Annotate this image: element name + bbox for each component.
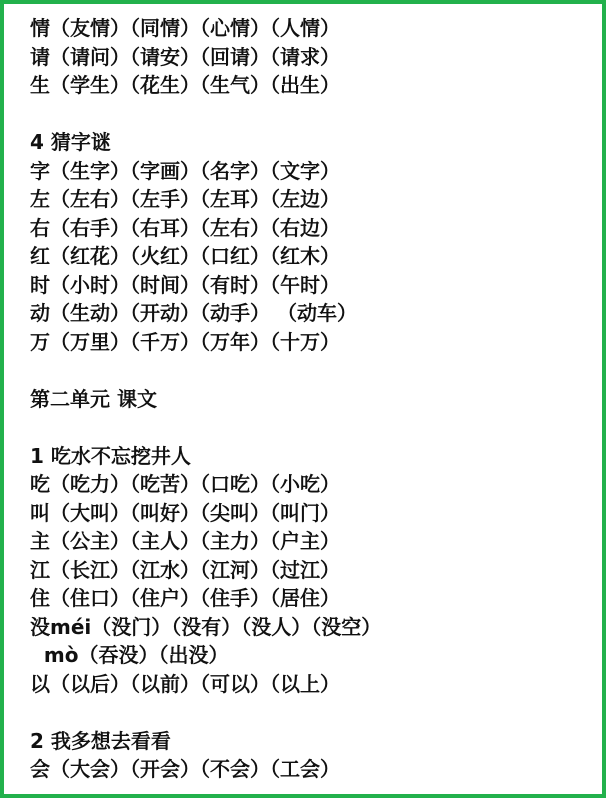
vocab-line: 叫（大叫）（叫好）（尖叫）（叫门） [30, 500, 340, 525]
vocab-line: 住（住口）（住户）（住手）（居住） [30, 586, 340, 610]
vocabulary-list [30, 14, 594, 784]
section-heading: 4 猜字谜 [30, 130, 111, 154]
unit-heading: 第二单元 课文 [30, 386, 157, 411]
vocab-line: 以（以后）（以前）（可以）（以上） [30, 671, 340, 696]
blank-line [30, 413, 594, 442]
vocab-line: mò（吞没）（出没） [30, 643, 229, 667]
vocab-line: 主（公主）（主人）（主力）（户主） [30, 529, 340, 553]
vocab-line: 请（请问）（请安）（回请）（请求） [30, 44, 340, 69]
vocab-line: 左（左右）（左手）（左耳）（左边） [30, 187, 340, 211]
vocab-line: 吃（吃力）（吃苦）（口吃）（小吃） [30, 472, 340, 496]
section-heading: 1 吃水不忘挖井人 [30, 443, 191, 468]
vocab-line: 字（生字）（字画）（名字）（文字） [30, 158, 340, 183]
vocab-line: 情（友情）（同情）（心情）（人情） [30, 16, 340, 40]
vocab-line: 没méi（没门）（没有）（没人）（没空） [30, 614, 382, 639]
vocab-line: 万（万里）（千万）（万年）（十万） [30, 329, 340, 354]
blank-line [30, 356, 594, 385]
vocab-line: 生（学生）（花生）（生气）（出生） [30, 73, 340, 97]
vocab-line: 动（生动）（开动）（动手） （动车） [30, 301, 357, 325]
vocab-line: 右（右手）（右耳）（左右）（右边） [30, 215, 340, 240]
section-heading: 2 我多想去看看 [30, 728, 171, 753]
vocab-line: 红（红花）（火红）（口红）（红木） [30, 244, 340, 268]
vocab-line: 会（大会）（开会）（不会）（工会） [30, 757, 340, 781]
blank-line [30, 100, 594, 129]
blank-line [30, 698, 594, 727]
vocab-line: 时（小时）（时间）（有时）（午时） [30, 272, 340, 297]
vocab-line: 江（长江）（江水）（江河）（过江） [30, 557, 340, 582]
